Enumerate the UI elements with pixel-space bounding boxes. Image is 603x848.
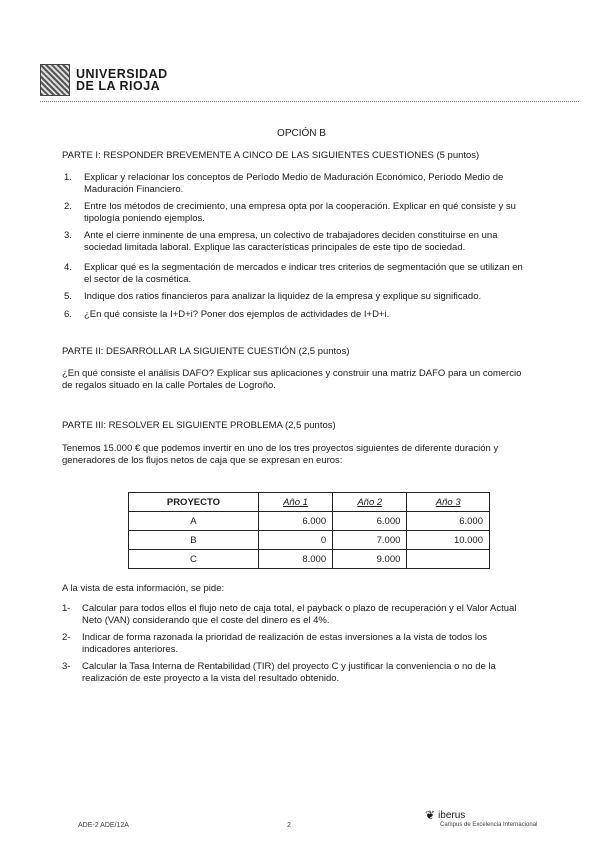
table-cell: B bbox=[129, 531, 259, 550]
table-row bbox=[129, 550, 490, 569]
item-number: 1- bbox=[62, 603, 71, 614]
item-text: Indique dos ratios financieros para analizar la liquidez de la empresa y explique su significado. bbox=[84, 291, 482, 302]
part3-lead: A la vista de esta información, se pide: bbox=[62, 583, 225, 594]
table-cell bbox=[407, 550, 490, 569]
table-header-cell: Año 3 bbox=[407, 493, 490, 512]
table-cell: 10.000 bbox=[407, 531, 490, 550]
table-cell: 6.000 bbox=[333, 512, 407, 531]
footer-code: ADE-2 ADE/12A bbox=[78, 822, 129, 829]
item-number: 3- bbox=[62, 661, 71, 672]
part1-title: PARTE I: RESPONDER BREVEMENTE A CINCO DE LAS SIGUIENTES CUESTIONES (5 puntos) bbox=[62, 150, 480, 161]
item-text: Explicar y relacionar los conceptos de Período Medio de Maduración Económico, Período Medio de Maduración Financiero. bbox=[84, 172, 504, 195]
table-cell: 9.000 bbox=[333, 550, 407, 569]
university-name-line2: DE LA RIOJA bbox=[76, 79, 161, 93]
item-number: 5. bbox=[64, 291, 72, 302]
projects-table bbox=[128, 492, 490, 569]
item-number: 4. bbox=[64, 262, 72, 273]
list-item bbox=[62, 603, 526, 627]
table-cell: C bbox=[129, 550, 259, 569]
university-name-line1: UNIVERSIDAD bbox=[76, 67, 168, 81]
table-cell: 7.000 bbox=[333, 531, 407, 550]
part2-title: PARTE II: DESARROLLAR LA SIGUIENTE CUESTIÓN (2,5 puntos) bbox=[62, 346, 350, 357]
page-number: 2 bbox=[287, 822, 291, 829]
iberus-subtitle: Campus de Excelencia Internacional bbox=[440, 822, 538, 828]
table-cell: 0 bbox=[258, 531, 332, 550]
university-header bbox=[40, 64, 168, 96]
item-text: Entre los métodos de crecimiento, una empresa opta por la cooperación. Explicar en qué consiste y su tipología poniendo ejemplos. bbox=[84, 201, 516, 224]
list-item bbox=[64, 309, 524, 321]
table-header-row bbox=[129, 493, 490, 512]
item-text: Explicar qué es la segmentación de mercados e indicar tres criterios de segmentación que se utilizan en el sector de la cosmética. bbox=[84, 262, 523, 285]
table-cell: 6.000 bbox=[407, 512, 490, 531]
table-header-cell: Año 1 bbox=[258, 493, 332, 512]
item-text: Calcular la Tasa Interna de Rentabilidad (TIR) del proyecto C y justificar la conveniencia o no de la realización de este proyecto a la vista del resultado obtenido. bbox=[82, 661, 496, 684]
list-item bbox=[64, 262, 524, 286]
part2-text: ¿En qué consiste el análisis DAFO? Explicar sus aplicaciones y construir una matriz DAFO para un comercio de regalos situado en la calle Portales de Logroño. bbox=[62, 368, 522, 391]
item-number: 6. bbox=[64, 309, 72, 320]
option-title: OPCIÓN B bbox=[277, 128, 326, 139]
list-item bbox=[64, 201, 524, 225]
iberus-logo bbox=[425, 808, 545, 828]
part3-intro: Tenemos 15.000 € que podemos invertir en uno de los tres proyectos siguientes de diferente duración y generadores de los flujos netos de caja que se expresan en euros: bbox=[62, 443, 499, 466]
iberus-brand: iberus bbox=[438, 809, 466, 821]
list-item bbox=[64, 230, 524, 254]
item-number: 3. bbox=[64, 230, 72, 241]
table-cell: 8.000 bbox=[258, 550, 332, 569]
table-cell: 6.000 bbox=[258, 512, 332, 531]
table-header-cell: PROYECTO bbox=[129, 493, 259, 512]
header-divider bbox=[40, 101, 579, 102]
item-text: ¿En qué consiste la I+D+i? Poner dos ejemplos de actividades de I+D+i. bbox=[84, 309, 390, 320]
table-row bbox=[129, 512, 490, 531]
university-name bbox=[76, 68, 168, 92]
item-number: 2. bbox=[64, 201, 72, 212]
item-text: Ante el cierre inminente de una empresa, un colectivo de trabajadores deciden constituirse en una sociedad limitada laboral. Explique las características principales de este tipo de sociedad. bbox=[84, 230, 498, 253]
table-row bbox=[129, 531, 490, 550]
list-item bbox=[62, 661, 526, 685]
list-item bbox=[64, 291, 524, 303]
item-number: 2- bbox=[62, 632, 71, 643]
item-text: Indicar de forma razonada la prioridad de realización de estas inversiones a la vista de todos los indicadores anteriores. bbox=[82, 632, 488, 655]
list-item bbox=[64, 172, 524, 196]
table-cell: A bbox=[129, 512, 259, 531]
part3-title: PARTE III: RESOLVER EL SIGUIENTE PROBLEMA (2,5 puntos) bbox=[62, 420, 336, 431]
table-header-cell: Año 2 bbox=[333, 493, 407, 512]
list-item bbox=[62, 632, 526, 656]
item-number: 1. bbox=[64, 172, 72, 183]
item-text: Calcular para todos ellos el flujo neto de caja total, el payback o plazo de recuperación y el Valor Actual Neto (VAN) considerando que el coste del dinero es el 4%. bbox=[82, 603, 517, 626]
university-crest-icon bbox=[40, 64, 70, 96]
iberus-leaf-icon: ❦ bbox=[425, 808, 436, 822]
